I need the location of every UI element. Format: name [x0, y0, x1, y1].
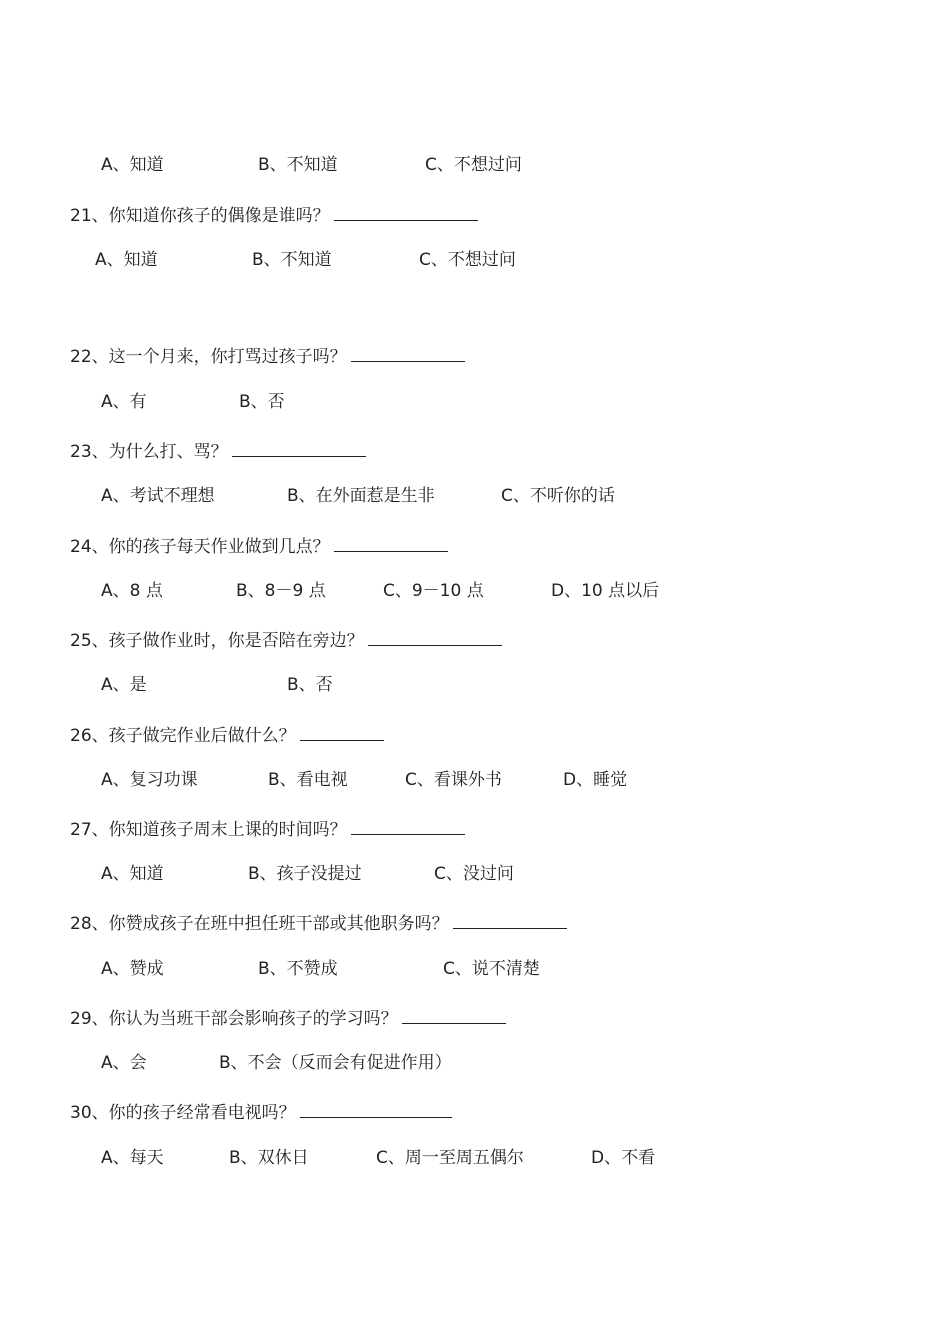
question-24	[70, 533, 448, 558]
q28-option-b: B、不赞成	[258, 959, 338, 979]
answer-blank-22[interactable]	[351, 343, 465, 362]
q23-option-b: B、在外面惹是生非	[287, 486, 435, 506]
question-28	[70, 910, 567, 935]
question-29-text: 29、你认为当班干部会影响孩子的学习吗？	[70, 1009, 398, 1029]
answer-blank-25[interactable]	[368, 627, 502, 646]
q21-option-c: C、不想过问	[419, 250, 516, 270]
question-25-text: 25、孩子做作业时，你是否陪在旁边？	[70, 631, 364, 651]
question-27	[70, 816, 465, 841]
q21-option-a: A、知道	[95, 250, 158, 270]
q21-option-b: B、不知道	[252, 250, 332, 270]
question-28-text: 28、你赞成孩子在班中担任班干部或其他职务吗？	[70, 914, 449, 934]
answer-blank-28[interactable]	[453, 910, 567, 929]
q25-option-b: B、否	[287, 675, 333, 695]
q27-option-a: A、知道	[101, 864, 164, 884]
question-25	[70, 627, 502, 652]
question-26-text: 26、孩子做完作业后做什么？	[70, 726, 296, 746]
q24-option-a: A、8 点	[101, 581, 163, 601]
q30-option-c: C、周一至周五偶尔	[376, 1148, 524, 1168]
q22-option-b: B、否	[239, 392, 285, 412]
question-29	[70, 1005, 506, 1030]
q27-option-c: C、没过问	[434, 864, 514, 884]
q30-option-d: D、不看	[591, 1148, 656, 1168]
q30-option-a: A、每天	[101, 1148, 164, 1168]
answer-blank-23[interactable]	[232, 438, 366, 457]
question-22	[70, 343, 465, 368]
answer-blank-27[interactable]	[351, 816, 465, 835]
question-23-text: 23、为什么打、骂？	[70, 442, 228, 462]
q28-option-a: A、赞成	[101, 959, 164, 979]
q24-option-d: D、10 点以后	[551, 581, 660, 601]
question-21	[70, 202, 478, 227]
answer-blank-26[interactable]	[300, 722, 384, 741]
question-30	[70, 1099, 452, 1124]
q24-option-b: B、8－9 点	[236, 581, 326, 601]
question-21-text: 21、你知道你孩子的偶像是谁吗？	[70, 206, 330, 226]
q20-option-a: A、知道	[101, 155, 164, 175]
answer-blank-29[interactable]	[402, 1005, 506, 1024]
question-30-text: 30、你的孩子经常看电视吗？	[70, 1103, 296, 1123]
question-24-text: 24、你的孩子每天作业做到几点？	[70, 537, 330, 557]
q28-option-c: C、说不清楚	[443, 959, 540, 979]
q22-option-a: A、有	[101, 392, 147, 412]
q24-option-c: C、9－10 点	[383, 581, 484, 601]
q20-option-b: B、不知道	[258, 155, 338, 175]
q26-option-a: A、复习功课	[101, 770, 198, 790]
question-22-text: 22、这一个月来，你打骂过孩子吗？	[70, 347, 347, 367]
q27-option-b: B、孩子没提过	[248, 864, 362, 884]
question-26	[70, 722, 384, 747]
q29-option-b: B、不会（反而会有促进作用）	[219, 1053, 452, 1073]
q23-option-c: C、不听你的话	[501, 486, 615, 506]
q25-option-a: A、是	[101, 675, 147, 695]
q26-option-c: C、看课外书	[405, 770, 502, 790]
answer-blank-21[interactable]	[334, 202, 478, 221]
question-23	[70, 438, 366, 463]
question-27-text: 27、你知道孩子周末上课的时间吗？	[70, 820, 347, 840]
q29-option-a: A、会	[101, 1053, 147, 1073]
q20-option-c: C、不想过问	[425, 155, 522, 175]
answer-blank-30[interactable]	[300, 1099, 452, 1118]
q23-option-a: A、考试不理想	[101, 486, 215, 506]
q26-option-b: B、看电视	[268, 770, 348, 790]
answer-blank-24[interactable]	[334, 533, 448, 552]
q26-option-d: D、睡觉	[563, 770, 628, 790]
q30-option-b: B、双休日	[229, 1148, 309, 1168]
